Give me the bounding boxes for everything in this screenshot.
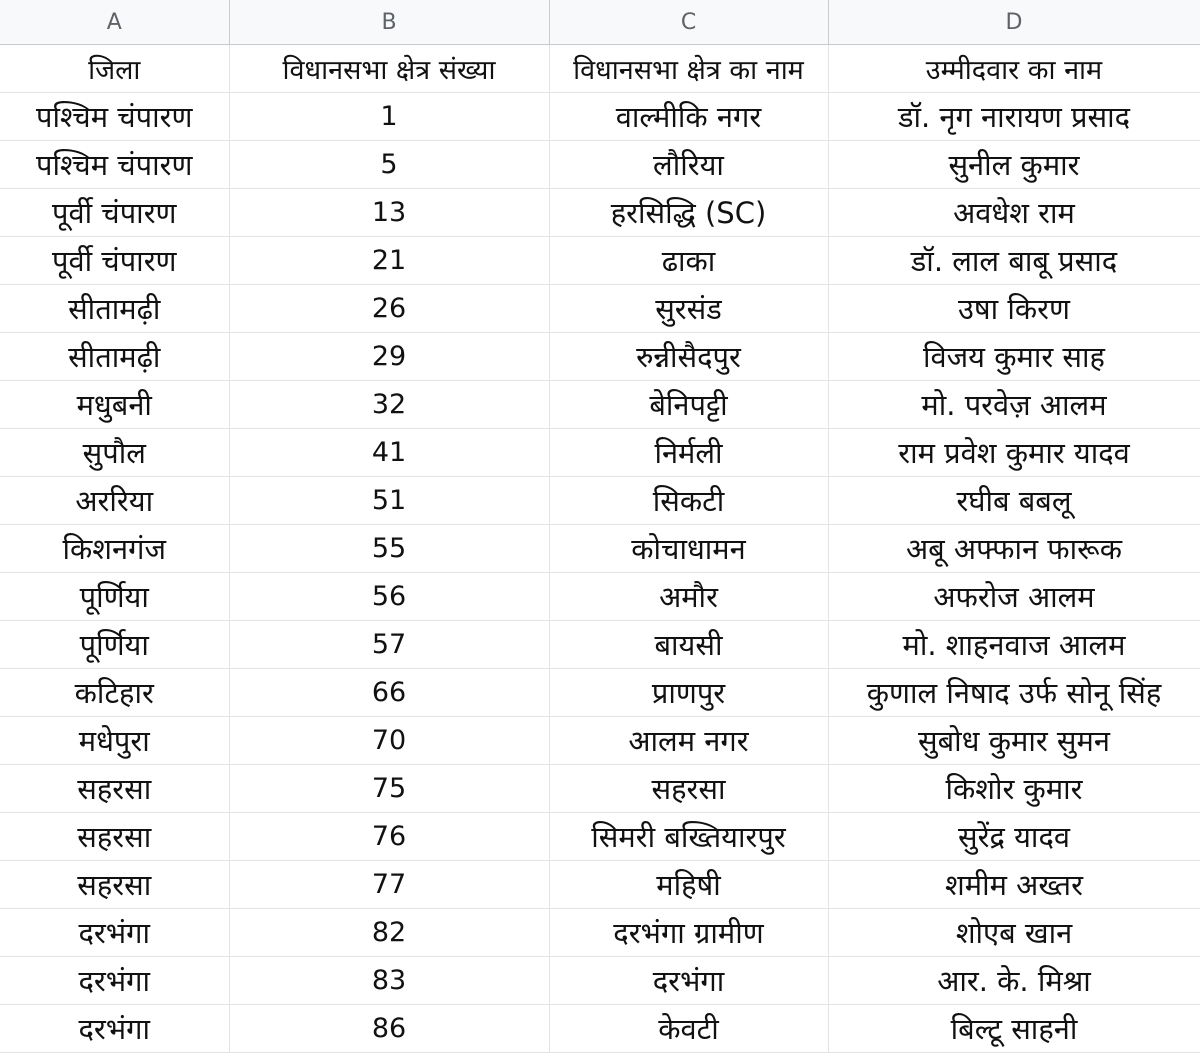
- cell-header-candidate-name[interactable]: उम्मीदवार का नाम: [828, 45, 1200, 93]
- cell-constituency-number[interactable]: 76: [229, 813, 549, 861]
- cell-district[interactable]: सीतामढ़ी: [0, 333, 229, 381]
- cell-district[interactable]: दरभंगा: [0, 957, 229, 1005]
- cell-district[interactable]: कटिहार: [0, 669, 229, 717]
- table-row: [0, 285, 1200, 333]
- cell-constituency-number[interactable]: 66: [229, 669, 549, 717]
- cell-district[interactable]: सहरसा: [0, 813, 229, 861]
- cell-candidate-name[interactable]: डॉ. लाल बाबू प्रसाद: [828, 237, 1200, 285]
- cell-district[interactable]: सुपौल: [0, 429, 229, 477]
- table-row: [0, 621, 1200, 669]
- table-row: [0, 765, 1200, 813]
- cell-header-district[interactable]: जिला: [0, 45, 229, 93]
- cell-district[interactable]: मधेपुरा: [0, 717, 229, 765]
- cell-candidate-name[interactable]: आर. के. मिश्रा: [828, 957, 1200, 1005]
- cell-candidate-name[interactable]: कुणाल निषाद उर्फ सोनू सिंह: [828, 669, 1200, 717]
- cell-constituency-number[interactable]: 51: [229, 477, 549, 525]
- column-header-d[interactable]: D: [828, 0, 1200, 45]
- cell-constituency-number[interactable]: 26: [229, 285, 549, 333]
- table-row: [0, 189, 1200, 237]
- cell-constituency-number[interactable]: 70: [229, 717, 549, 765]
- cell-constituency-name[interactable]: आलम नगर: [549, 717, 828, 765]
- cell-candidate-name[interactable]: अवधेश राम: [828, 189, 1200, 237]
- cell-constituency-name[interactable]: सहरसा: [549, 765, 828, 813]
- cell-candidate-name[interactable]: शोएब खान: [828, 909, 1200, 957]
- cell-district[interactable]: किशनगंज: [0, 525, 229, 573]
- cell-constituency-name[interactable]: सिकटी: [549, 477, 828, 525]
- cell-district[interactable]: सहरसा: [0, 765, 229, 813]
- column-header-b[interactable]: B: [229, 0, 549, 45]
- column-headers: [0, 0, 1200, 45]
- cell-candidate-name[interactable]: बिल्टू साहनी: [828, 1005, 1200, 1053]
- cell-constituency-number[interactable]: 13: [229, 189, 549, 237]
- cell-district[interactable]: सीतामढ़ी: [0, 285, 229, 333]
- cell-district[interactable]: मधुबनी: [0, 381, 229, 429]
- cell-constituency-name[interactable]: हरसिद्धि (SC): [549, 189, 828, 237]
- cell-constituency-name[interactable]: प्राणपुर: [549, 669, 828, 717]
- table-row: [0, 669, 1200, 717]
- cell-constituency-number[interactable]: 29: [229, 333, 549, 381]
- cell-candidate-name[interactable]: रघीब बबलू: [828, 477, 1200, 525]
- column-header-c[interactable]: C: [549, 0, 828, 45]
- cell-constituency-number[interactable]: 1: [229, 93, 549, 141]
- cell-constituency-number[interactable]: 82: [229, 909, 549, 957]
- cell-candidate-name[interactable]: अबू अफ्फान फारूक: [828, 525, 1200, 573]
- cell-candidate-name[interactable]: सुबोध कुमार सुमन: [828, 717, 1200, 765]
- table-row: [0, 477, 1200, 525]
- cell-constituency-name[interactable]: सुरसंड: [549, 285, 828, 333]
- cell-district[interactable]: पूर्णिया: [0, 573, 229, 621]
- cell-district[interactable]: पूर्णिया: [0, 621, 229, 669]
- cell-candidate-name[interactable]: किशोर कुमार: [828, 765, 1200, 813]
- cell-constituency-name[interactable]: ढाका: [549, 237, 828, 285]
- cell-constituency-name[interactable]: निर्मली: [549, 429, 828, 477]
- cell-candidate-name[interactable]: मो. परवेज़ आलम: [828, 381, 1200, 429]
- cell-constituency-number[interactable]: 57: [229, 621, 549, 669]
- table-row: [0, 717, 1200, 765]
- cell-district[interactable]: सहरसा: [0, 861, 229, 909]
- cell-constituency-number[interactable]: 56: [229, 573, 549, 621]
- cell-constituency-number[interactable]: 5: [229, 141, 549, 189]
- cell-constituency-name[interactable]: सिमरी बख्तियारपुर: [549, 813, 828, 861]
- cell-constituency-name[interactable]: बेनिपट्टी: [549, 381, 828, 429]
- table-row: [0, 861, 1200, 909]
- cell-constituency-name[interactable]: लौरिया: [549, 141, 828, 189]
- cell-constituency-number[interactable]: 32: [229, 381, 549, 429]
- cell-candidate-name[interactable]: विजय कुमार साह: [828, 333, 1200, 381]
- cell-candidate-name[interactable]: डॉ. नृग नारायण प्रसाद: [828, 93, 1200, 141]
- cell-district[interactable]: पश्चिम चंपारण: [0, 93, 229, 141]
- table-row: [0, 141, 1200, 189]
- cell-constituency-number[interactable]: 83: [229, 957, 549, 1005]
- cell-constituency-name[interactable]: महिषी: [549, 861, 828, 909]
- cell-candidate-name[interactable]: उषा किरण: [828, 285, 1200, 333]
- cell-constituency-name[interactable]: दरभंगा: [549, 957, 828, 1005]
- cell-candidate-name[interactable]: शमीम अख्तर: [828, 861, 1200, 909]
- cell-header-constituency-name[interactable]: विधानसभा क्षेत्र का नाम: [549, 45, 828, 93]
- cell-candidate-name[interactable]: अफरोज आलम: [828, 573, 1200, 621]
- cell-constituency-name[interactable]: वाल्मीकि नगर: [549, 93, 828, 141]
- cell-constituency-name[interactable]: दरभंगा ग्रामीण: [549, 909, 828, 957]
- table-row: [0, 1005, 1200, 1053]
- cell-candidate-name[interactable]: सुनील कुमार: [828, 141, 1200, 189]
- cell-constituency-name[interactable]: रुन्नीसैदपुर: [549, 333, 828, 381]
- table-row: [0, 429, 1200, 477]
- table-row: [0, 957, 1200, 1005]
- cell-constituency-number[interactable]: 21: [229, 237, 549, 285]
- cell-constituency-name[interactable]: केवटी: [549, 1005, 828, 1053]
- cell-constituency-name[interactable]: कोचाधामन: [549, 525, 828, 573]
- grid-body: [0, 45, 1200, 1053]
- cell-district[interactable]: पूर्वी चंपारण: [0, 189, 229, 237]
- cell-candidate-name[interactable]: मो. शाहनवाज आलम: [828, 621, 1200, 669]
- table-row: [0, 909, 1200, 957]
- table-row: [0, 381, 1200, 429]
- table-row: [0, 525, 1200, 573]
- cell-constituency-name[interactable]: बायसी: [549, 621, 828, 669]
- cell-constituency-name[interactable]: अमौर: [549, 573, 828, 621]
- cell-district[interactable]: दरभंगा: [0, 1005, 229, 1053]
- cell-constituency-number[interactable]: 75: [229, 765, 549, 813]
- cell-header-constituency-number[interactable]: विधानसभा क्षेत्र संख्या: [229, 45, 549, 93]
- cell-constituency-number[interactable]: 55: [229, 525, 549, 573]
- cell-candidate-name[interactable]: राम प्रवेश कुमार यादव: [828, 429, 1200, 477]
- column-header-a[interactable]: A: [0, 0, 229, 45]
- cell-constituency-number[interactable]: 41: [229, 429, 549, 477]
- table-row: [0, 573, 1200, 621]
- cell-candidate-name[interactable]: सुरेंद्र यादव: [828, 813, 1200, 861]
- table-row: [0, 93, 1200, 141]
- table-row: [0, 237, 1200, 285]
- cell-constituency-number[interactable]: 77: [229, 861, 549, 909]
- header-row: [0, 45, 1200, 93]
- table-row: [0, 813, 1200, 861]
- cell-district[interactable]: पूर्वी चंपारण: [0, 237, 229, 285]
- cell-district[interactable]: अररिया: [0, 477, 229, 525]
- cell-district[interactable]: दरभंगा: [0, 909, 229, 957]
- cell-district[interactable]: पश्चिम चंपारण: [0, 141, 229, 189]
- cell-constituency-number[interactable]: 86: [229, 1005, 549, 1053]
- table-row: [0, 333, 1200, 381]
